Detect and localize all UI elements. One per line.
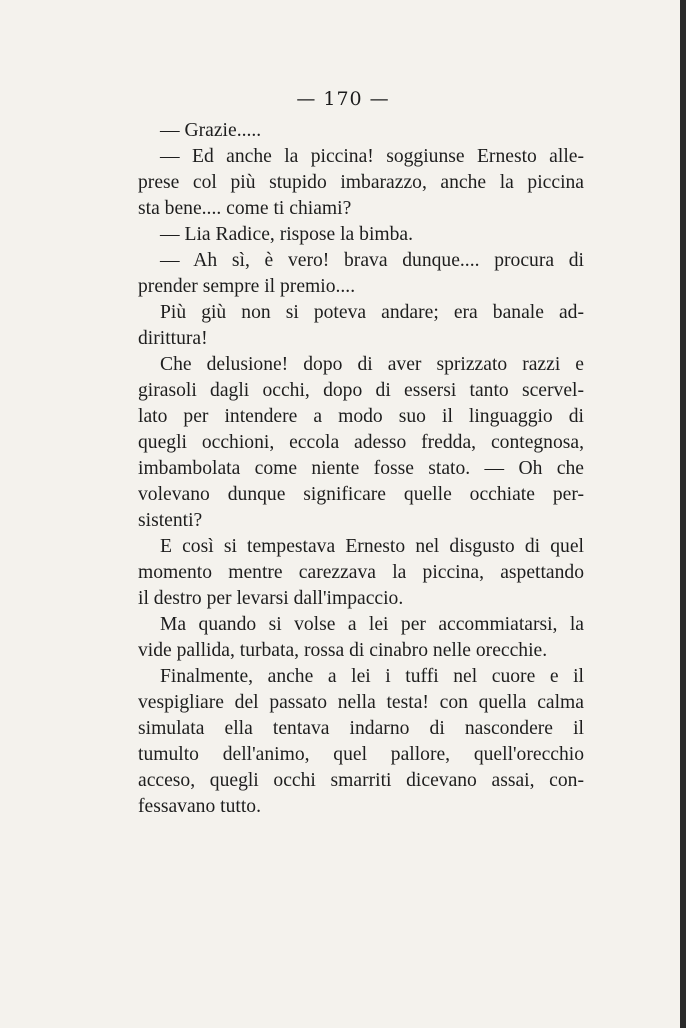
text-line: — Ed anche la piccina! soggiunse Ernesto alle-	[160, 146, 584, 167]
text-line: tumulto dell'animo, quel pallore, quell'orecchio	[138, 744, 584, 765]
text-line: imbambolata come niente fosse stato. — Oh che	[138, 458, 584, 479]
text-line: quegli occhioni, eccola adesso fredda, contegnosa,	[138, 432, 584, 453]
text-line: Finalmente, anche a lei i tuffi nel cuore e il	[160, 666, 584, 687]
text-line: il destro per levarsi dall'impaccio.	[138, 588, 404, 609]
text-line: momento mentre carezzava la piccina, aspettando	[138, 562, 584, 583]
text-line: Che delusione! dopo di aver sprizzato razzi e	[160, 354, 584, 375]
text-line: volevano dunque significare quelle occhiate per-	[138, 484, 584, 505]
text-line: — Grazie.....	[160, 120, 262, 141]
text-line: Più giù non si poteva andare; era banale ad-	[160, 302, 584, 323]
paragraph-8	[138, 612, 584, 664]
paragraph-3	[138, 222, 584, 248]
text-line: fessavano tutto.	[138, 796, 261, 817]
body-text	[138, 118, 584, 820]
text-line: Ma quando si volse a lei per accommiatarsi, la	[160, 614, 584, 635]
text-line: vespigliare del passato nella testa! con quella calma	[138, 692, 584, 713]
paragraph-6	[138, 352, 584, 534]
paragraph-4	[138, 248, 584, 300]
paragraph-9	[138, 664, 584, 820]
text-line: vide pallida, turbata, rossa di cinabro nelle orecchie.	[138, 640, 548, 661]
text-line: simulata ella tentava indarno di nascondere il	[138, 718, 584, 739]
text-line: lato per intendere a modo suo il linguaggio di	[138, 406, 584, 427]
text-line: dirittura!	[138, 328, 208, 349]
text-line: sistenti?	[138, 510, 203, 531]
text-line: acceso, quegli occhi smarriti dicevano assai, con-	[138, 770, 584, 791]
page-number: — 170 —	[296, 88, 390, 110]
text-line: — Lia Radice, rispose la bimba.	[160, 224, 414, 245]
text-line: prese col più stupido imbarazzo, anche la piccina	[138, 172, 584, 193]
text-line: — Ah sì, è vero! brava dunque.... procura di	[160, 250, 584, 271]
text-line: girasoli dagli occhi, dopo di essersi tanto scervel-	[138, 380, 584, 401]
paragraph-1	[138, 118, 584, 144]
text-line: sta bene.... come ti chiami?	[138, 198, 352, 219]
text-line: E così si tempestava Ernesto nel disgusto di quel	[160, 536, 584, 557]
paragraph-2	[138, 144, 584, 222]
text-line: prender sempre il premio....	[138, 276, 356, 297]
paragraph-7	[138, 534, 584, 612]
paragraph-5	[138, 300, 584, 352]
